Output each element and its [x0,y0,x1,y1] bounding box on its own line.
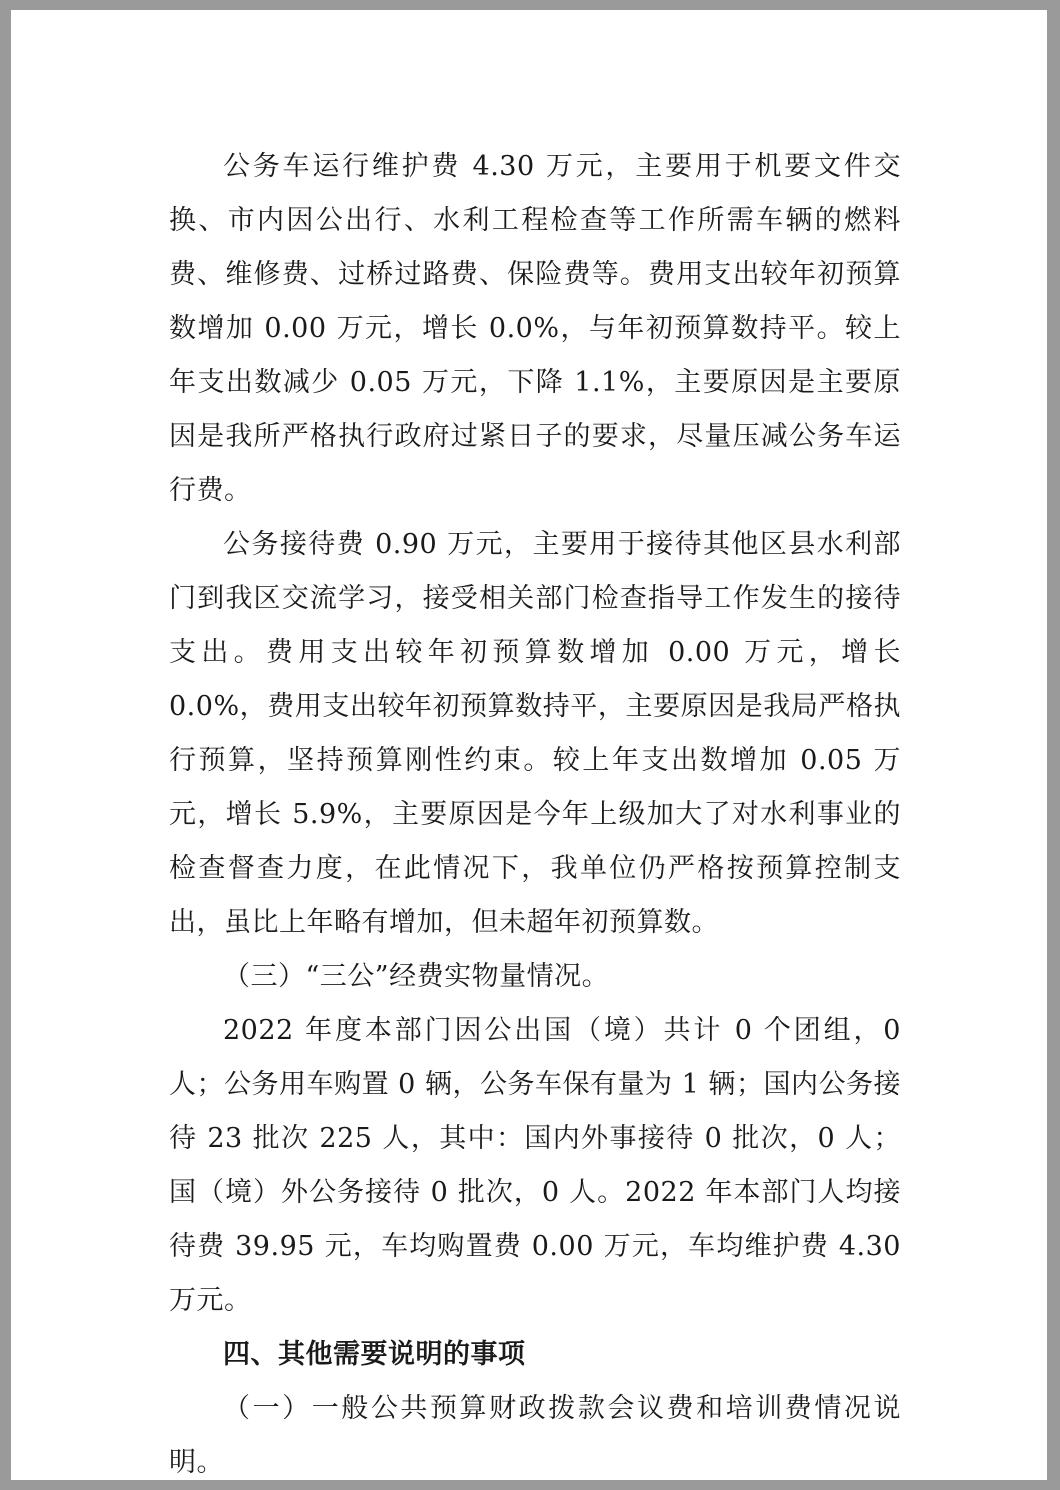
subheading-meeting-training: （一）一般公共预算财政拨款会议费和培训费情况说明。 [169,1393,901,1478]
paragraph-physical-quantity: 2022 年度本部门因公出国（境）共计 0 个团组，0 人；公务用车购置 0 辆，公务车保有量为 1 辆；国内公务接待 23 批次 225 人，其中：国内外事接待 0 批次，0 人；国（境）外公务接待 0 批次，0 人。2022 年本部门人均接待费 39.95 元，车均购置费 0.00 万元，车均维护费 4.30 万元。 [169,1015,901,1316]
paragraph-reception-expense: 公务接待费 0.90 万元，主要用于接待其他区县水利部门到我区交流学习，接受相关部门检查指导工作发生的接待支出。费用支出较年初预算数增加 0.00 万元，增长 0.0%，费用支出较年初预算数持平，主要原因是我局严格执行预算，坚持预算刚性约束。较上年支出数增加 0.05 万元，增长 5.9%，主要原因是今年上级加大了对水利事业的检查督查力度，在此情况下，我单位仍严格按预算控制支出，虽比上年略有增加，但未超年初预算数。 [169,529,901,938]
paragraph-vehicle-maintenance: 公务车运行维护费 4.30 万元，主要用于机要文件交换、市内因公出行、水利工程检查等工作所需车辆的燃料费、维修费、过桥过路费、保险费等。费用支出较年初预算数增加 0.00 万元，增长 0.0%，与年初预算数持平。较上年支出数减少 0.05 万元，下降 1.1%，主要原因是主要原因是我所严格执行政府过紧日子的要求，尽量压减公务车运行费。 [169,151,901,506]
document-page [11,10,1047,1480]
document-body [169,140,901,1490]
subheading-physical-quantity: （三）“三公”经费实物量情况。 [223,961,610,992]
section-heading-other-matters: 四、其他需要说明的事项 [223,1339,526,1370]
